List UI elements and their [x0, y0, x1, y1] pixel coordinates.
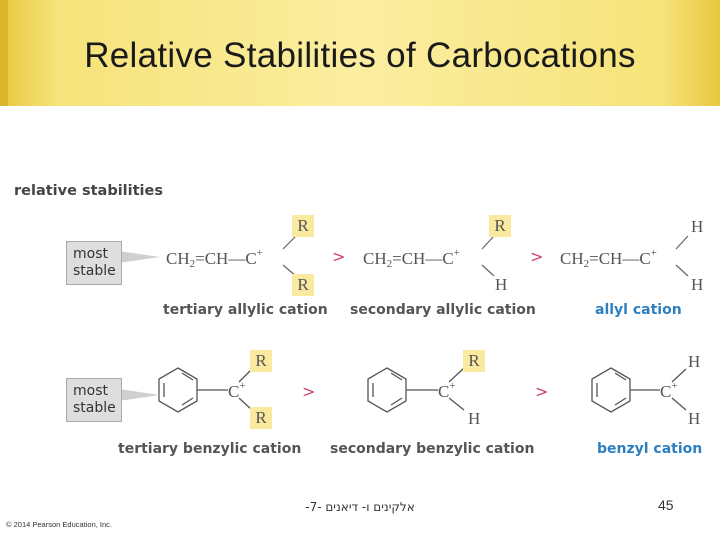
formula-sub: 2: [386, 258, 393, 270]
caption-tertiary-benzylic: tertiary benzylic cation: [118, 441, 302, 457]
carbon-symbol: C: [660, 382, 672, 401]
h-substituent: H: [688, 409, 701, 428]
caption-secondary-benzylic: secondary benzylic cation: [330, 441, 535, 457]
h-substituent: H: [691, 275, 704, 294]
formula-charge: +: [453, 247, 460, 259]
tertiary-allylic-formula: [166, 247, 263, 270]
greater-than-sign: >: [535, 382, 549, 401]
caption-benzyl: benzyl cation: [597, 441, 703, 457]
greater-than-sign: >: [530, 247, 544, 266]
most-stable-tag-1: [66, 241, 122, 285]
r-substituent: R: [250, 350, 272, 372]
formula-prefix: CH: [363, 249, 387, 268]
most-stable-line2: stable: [73, 263, 116, 279]
most-stable-line2: stable: [73, 400, 116, 416]
greater-than-sign: >: [302, 382, 316, 401]
most-stable-arrow-2: [118, 389, 160, 401]
h-substituent: H: [495, 275, 508, 294]
formula-sub: 2: [583, 258, 590, 270]
carbon-symbol: C: [438, 382, 450, 401]
r-substituent: R: [292, 274, 314, 296]
copyright-notice: © 2014 Pearson Education, Inc.: [6, 520, 113, 529]
most-stable-line1: most: [73, 383, 108, 399]
most-stable-line1: most: [73, 246, 108, 262]
carbon-symbol: C: [228, 382, 240, 401]
caption-tertiary-allylic: tertiary allylic cation: [163, 302, 328, 318]
carbon-charge: +: [239, 380, 246, 392]
page-number: 45: [658, 497, 674, 513]
r-substituent: R: [463, 350, 485, 372]
carbon-charge: +: [449, 380, 456, 392]
formula-charge: +: [256, 247, 263, 259]
r-substituent: R: [250, 407, 272, 429]
formula-mid: =CH—C: [195, 249, 257, 268]
greater-than-sign: >: [332, 247, 346, 266]
benzylic-carbon: [660, 380, 678, 402]
slide-title: Relative Stabilities of Carbocations: [84, 36, 636, 75]
allyl-formula: [560, 247, 657, 270]
most-stable-tag-2: [66, 378, 122, 422]
r-substituent: R: [489, 215, 511, 237]
section-label: relative stabilities: [14, 183, 163, 199]
secondary-allylic-formula: [363, 247, 460, 270]
caption-secondary-allylic: secondary allylic cation: [350, 302, 536, 318]
caption-allyl: allyl cation: [595, 302, 682, 318]
formula-sub: 2: [189, 258, 196, 270]
most-stable-arrow-1: [118, 251, 160, 263]
formula-mid: =CH—C: [392, 249, 454, 268]
r-substituent: R: [292, 215, 314, 237]
benzylic-carbon: [438, 380, 456, 402]
h-substituent: H: [468, 409, 481, 428]
formula-mid: =CH—C: [589, 249, 651, 268]
formula-charge: +: [650, 247, 657, 259]
carbon-charge: +: [671, 380, 678, 392]
footer-hebrew-text: אלקינים ו- דיאנים -7-: [305, 500, 415, 514]
h-substituent: H: [688, 352, 701, 371]
h-substituent: H: [691, 217, 704, 236]
formula-prefix: CH: [166, 249, 190, 268]
benzylic-carbon: [228, 380, 246, 402]
formula-prefix: CH: [560, 249, 584, 268]
